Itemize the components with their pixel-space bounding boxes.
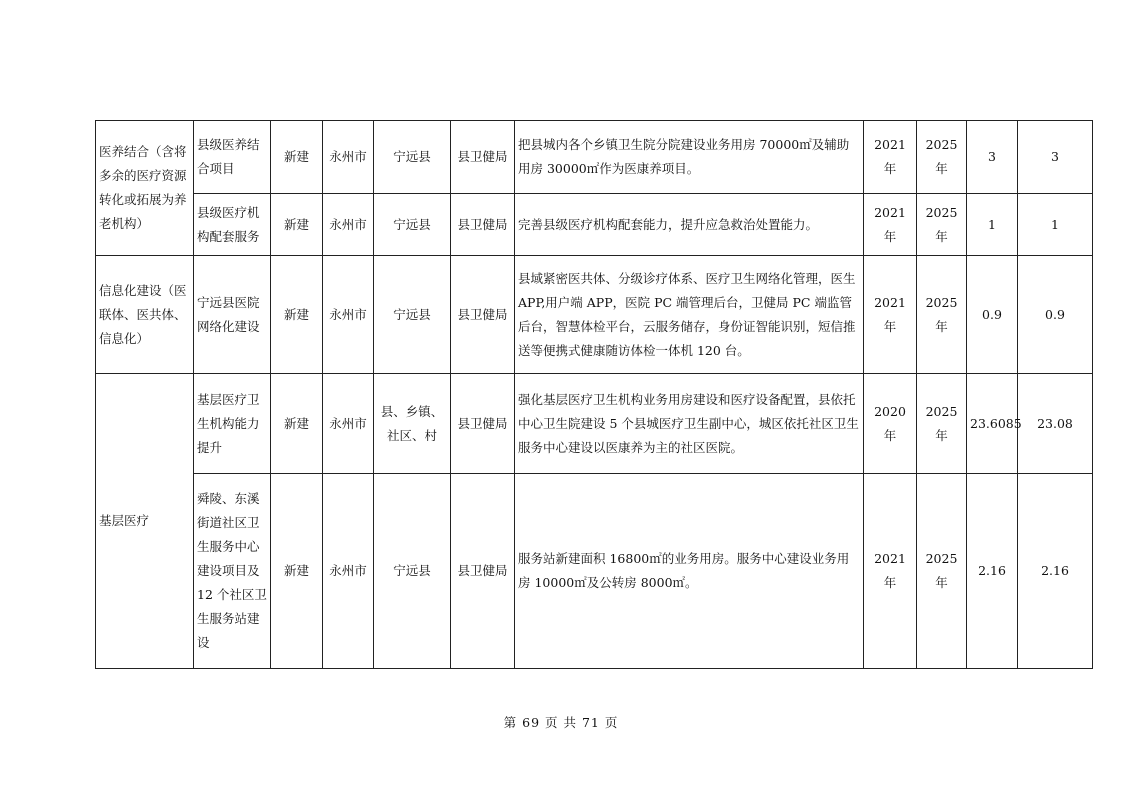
project-table — [95, 120, 1093, 669]
end-year-cell: 2025 年 — [917, 374, 967, 474]
start-year-cell: 2021 年 — [864, 256, 917, 374]
start-year-cell: 2020 年 — [864, 374, 917, 474]
location-cell: 宁远县 — [374, 256, 451, 374]
start-year-cell: 2021 年 — [864, 474, 917, 669]
project-name-cell: 宁远县医院网络化建设 — [194, 256, 271, 374]
end-year-cell: 2025 年 — [917, 474, 967, 669]
construction-type-cell: 新建 — [271, 374, 323, 474]
table-row — [96, 194, 1093, 256]
responsible-unit-cell: 县卫健局 — [451, 474, 515, 669]
planned-investment-cell: 23.08 — [1018, 374, 1093, 474]
project-name-cell: 县级医疗机构配套服务 — [194, 194, 271, 256]
city-cell: 永州市 — [323, 256, 374, 374]
location-cell: 宁远县 — [374, 474, 451, 669]
construction-type-cell: 新建 — [271, 256, 323, 374]
total-investment-cell: 0.9 — [967, 256, 1018, 374]
location-cell: 宁远县 — [374, 121, 451, 194]
end-year-cell: 2025 年 — [917, 194, 967, 256]
content-cell: 县域紧密医共体、分级诊疗体系、医疗卫生网络化管理，医生 APP,用户端 APP，医院 PC 端管理后台，卫健局 PC 端监管后台，智慧体检平台，云服务储存，身份证智能识别，短信推送等便携式健康随访体检一体机 120 台。 — [515, 256, 864, 374]
responsible-unit-cell: 县卫健局 — [451, 121, 515, 194]
table-row — [96, 121, 1093, 194]
responsible-unit-cell: 县卫健局 — [451, 374, 515, 474]
total-investment-cell: 1 — [967, 194, 1018, 256]
city-cell: 永州市 — [323, 374, 374, 474]
responsible-unit-cell: 县卫健局 — [451, 256, 515, 374]
planned-investment-cell: 1 — [1018, 194, 1093, 256]
responsible-unit-cell: 县卫健局 — [451, 194, 515, 256]
location-cell: 宁远县 — [374, 194, 451, 256]
planned-investment-cell: 2.16 — [1018, 474, 1093, 669]
planned-investment-cell: 3 — [1018, 121, 1093, 194]
end-year-cell: 2025 年 — [917, 256, 967, 374]
end-year-cell: 2025 年 — [917, 121, 967, 194]
content-cell: 完善县级医疗机构配套能力，提升应急救治处置能力。 — [515, 194, 864, 256]
total-investment-cell: 3 — [967, 121, 1018, 194]
location-cell: 县、乡镇、社区、村 — [374, 374, 451, 474]
construction-type-cell: 新建 — [271, 474, 323, 669]
category-cell: 基层医疗 — [96, 374, 194, 669]
table-row — [96, 256, 1093, 374]
start-year-cell: 2021 年 — [864, 121, 917, 194]
table-row — [96, 474, 1093, 669]
project-name-cell: 舜陵、东溪街道社区卫生服务中心建设项目及 12 个社区卫生服务站建设 — [194, 474, 271, 669]
total-investment-cell: 2.16 — [967, 474, 1018, 669]
city-cell: 永州市 — [323, 121, 374, 194]
city-cell: 永州市 — [323, 474, 374, 669]
page-number: 第 69 页 共 71 页 — [503, 715, 619, 730]
project-name-cell: 县级医养结合项目 — [194, 121, 271, 194]
start-year-cell: 2021 年 — [864, 194, 917, 256]
content-cell: 强化基层医疗卫生机构业务用房建设和医疗设备配置，县依托中心卫生院建设 5 个县城医疗卫生副中心，城区依托社区卫生服务中心建设以医康养为主的社区医院。 — [515, 374, 864, 474]
construction-type-cell: 新建 — [271, 194, 323, 256]
city-cell: 永州市 — [323, 194, 374, 256]
table-row — [96, 374, 1093, 474]
category-cell: 医养结合（含将多余的医疗资源转化或拓展为养老机构） — [96, 121, 194, 256]
content-cell: 服务站新建面积 16800㎡的业务用房。服务中心建设业务用房 10000㎡及公转房 8000㎡。 — [515, 474, 864, 669]
category-cell: 信息化建设（医联体、医共体、信息化） — [96, 256, 194, 374]
project-name-cell: 基层医疗卫生机构能力提升 — [194, 374, 271, 474]
construction-type-cell: 新建 — [271, 121, 323, 194]
total-investment-cell: 23.6085 — [967, 374, 1018, 474]
planned-investment-cell: 0.9 — [1018, 256, 1093, 374]
content-cell: 把县城内各个乡镇卫生院分院建设业务用房 70000㎡及辅助用房 30000㎡作为医康养项目。 — [515, 121, 864, 194]
